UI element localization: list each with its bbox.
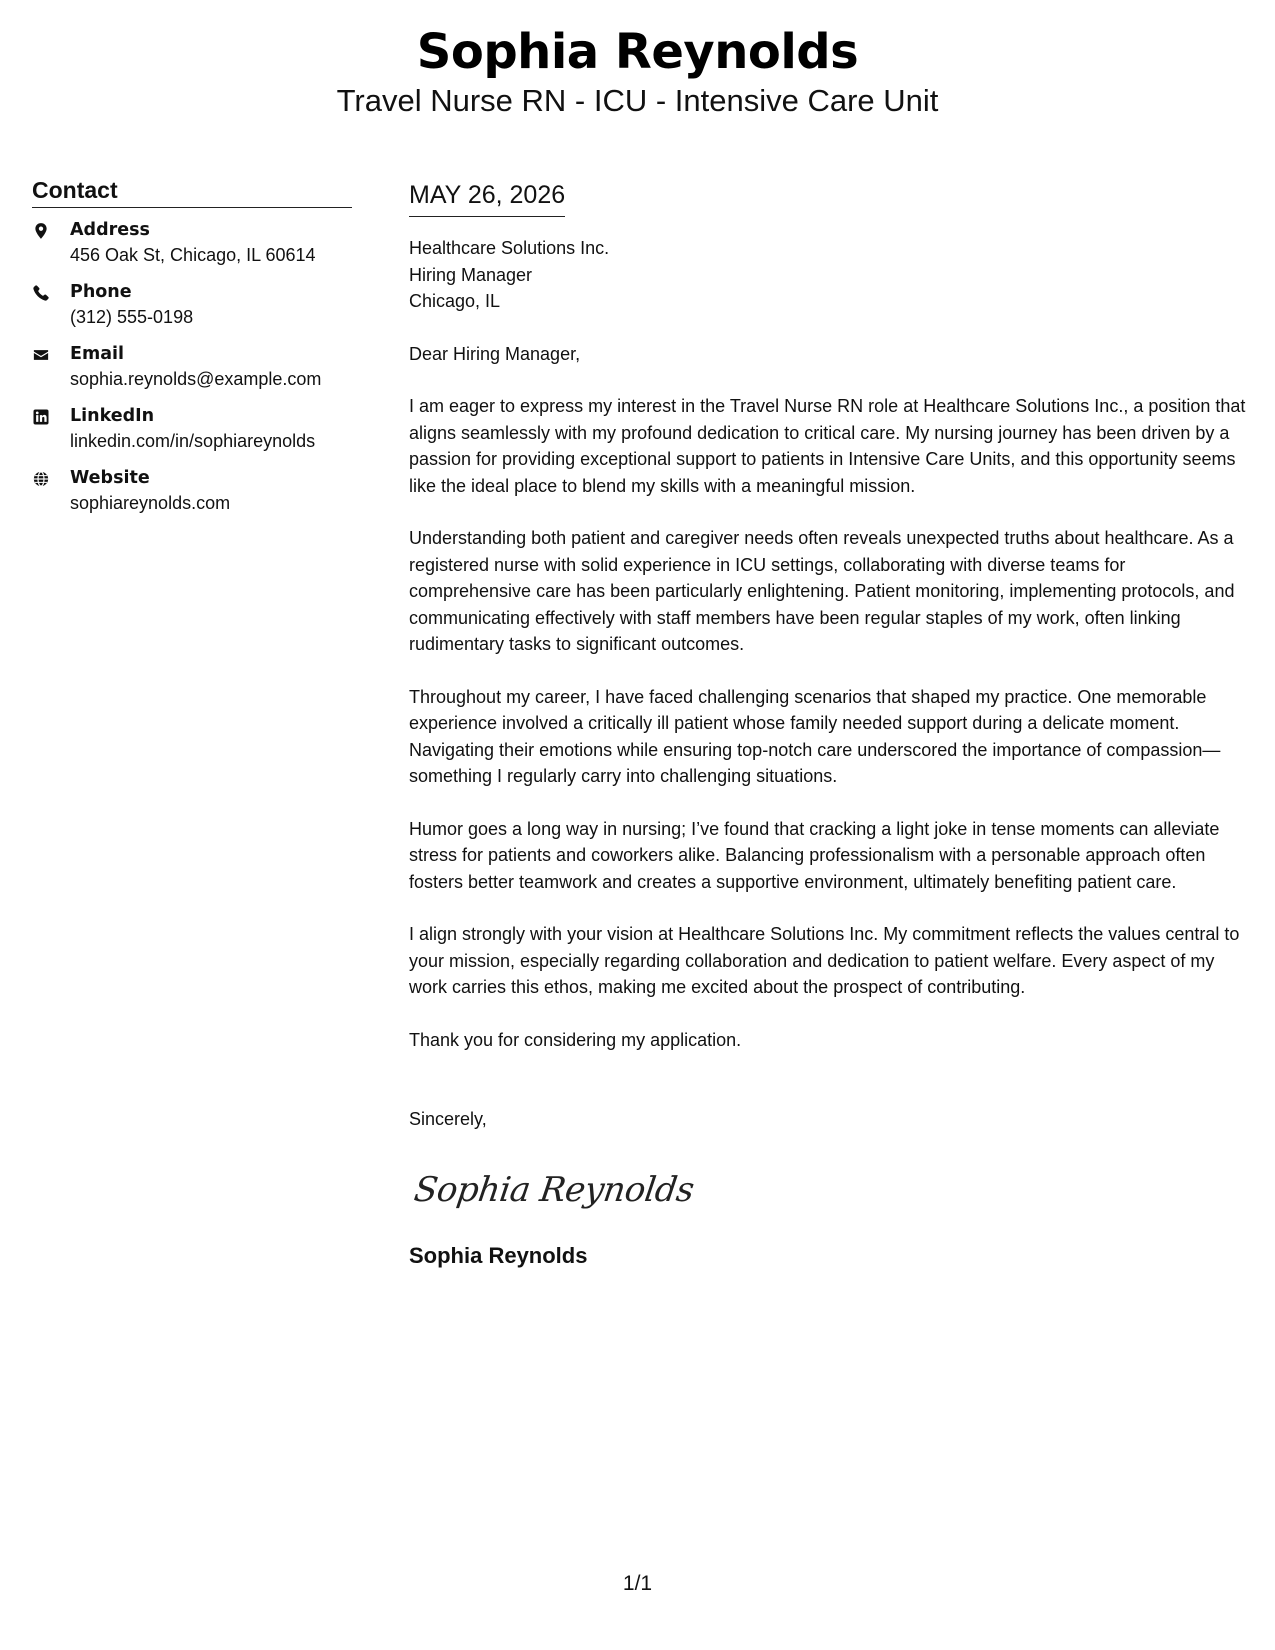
contact-item-email: [32, 342, 352, 392]
globe-icon: [32, 466, 70, 490]
contact-label: Website: [70, 468, 150, 488]
recipient-block: [409, 235, 1249, 315]
job-title: Travel Nurse RN - ICU - Intensive Care Unit: [336, 83, 939, 118]
linkedin-icon: [32, 404, 70, 428]
envelope-icon: [32, 342, 70, 366]
linkedin-value[interactable]: linkedin.com/in/sophiareynolds: [70, 431, 316, 451]
salutation: Dear Hiring Manager,: [409, 343, 581, 364]
page-number: 1/1: [622, 1572, 653, 1595]
handwritten-signature: [411, 1157, 1249, 1219]
website-value[interactable]: sophiareynolds.com: [70, 493, 231, 513]
closing: Sincerely,: [409, 1109, 487, 1129]
letter-paragraph: I am eager to express my interest in the Travel Nurse RN role at Healthcare Solutions Inc., a position that aligns seamlessly with my profound dedication to critical care. My nursing journey has been driven by a passion for providing exceptional support to patients in Intensive Care Units, and this opportunity seems like the ideal place to blend my skills with a meaningful mission.: [409, 396, 1246, 496]
letter-paragraph: Thank you for considering my application.: [409, 1029, 742, 1050]
recipient-role: Hiring Manager: [409, 264, 533, 285]
cover-letter-body: [409, 178, 1249, 1271]
contact-item-linkedin: [32, 404, 352, 454]
phone-value: (312) 555-0198: [70, 307, 194, 327]
recipient-location: Chicago, IL: [409, 291, 501, 311]
address-value: 456 Oak St, Chicago, IL 60614: [70, 245, 316, 265]
contact-list: [32, 218, 352, 516]
signature-text: Sophia Reynolds: [411, 1169, 697, 1210]
contact-item-website: [32, 466, 352, 516]
email-value[interactable]: sophia.reynolds@example.com: [70, 369, 322, 389]
letter-paragraph: Humor goes a long way in nursing; I’ve found that cracking a light joke in tense moments can alleviate stress for patients and coworkers alike. Balancing professionalism with a personable approach often fosters better teamwork and creates a supportive environment, ultimately benefiting patient care.: [409, 818, 1220, 892]
recipient-company: Healthcare Solutions Inc.: [409, 238, 610, 258]
contact-label: Email: [70, 344, 124, 364]
letter-paragraph: Throughout my career, I have faced challenging scenarios that shaped my practice. One memorable experience involved a critically ill patient whose family needed support during a delicate moment. Navigating their emotions while ensuring top-notch care underscored the importance of compassion—something I regularly carry into challenging situations.: [409, 686, 1221, 786]
phone-icon: [32, 280, 70, 304]
letter-paragraph: I align strongly with your vision at Healthcare Solutions Inc. My commitment reflects the values central to your mission, especially regarding collaboration and dedication to patient welfare. Every aspect of my work carries this ethos, making me excited about the prospect of contributing.: [409, 924, 1240, 997]
letter-date: MAY 26, 2026: [409, 178, 565, 217]
contact-sidebar: [32, 176, 352, 528]
contact-label: Address: [70, 220, 150, 240]
applicant-name: Sophia Reynolds: [416, 24, 859, 80]
letter-paragraph: Understanding both patient and caregiver needs often reveals unexpected truths about healthcare. As a registered nurse with solid experience in ICU settings, collaborating with diverse teams for comprehensive care has been particularly enlightening. Patient monitoring, implementing protocols, and communicating effectively with staff members have been regular staples of my work, often linking rudimentary tasks to significant outcomes.: [409, 528, 1235, 654]
map-pin-icon: [32, 218, 70, 242]
contact-item-phone: [32, 280, 352, 330]
contact-label: Phone: [70, 282, 132, 302]
contact-label: LinkedIn: [70, 406, 155, 426]
resume-header: [0, 22, 1275, 120]
signed-name: Sophia Reynolds: [409, 1242, 588, 1268]
contact-section-title: Contact: [32, 176, 352, 208]
contact-item-address: [32, 218, 352, 268]
